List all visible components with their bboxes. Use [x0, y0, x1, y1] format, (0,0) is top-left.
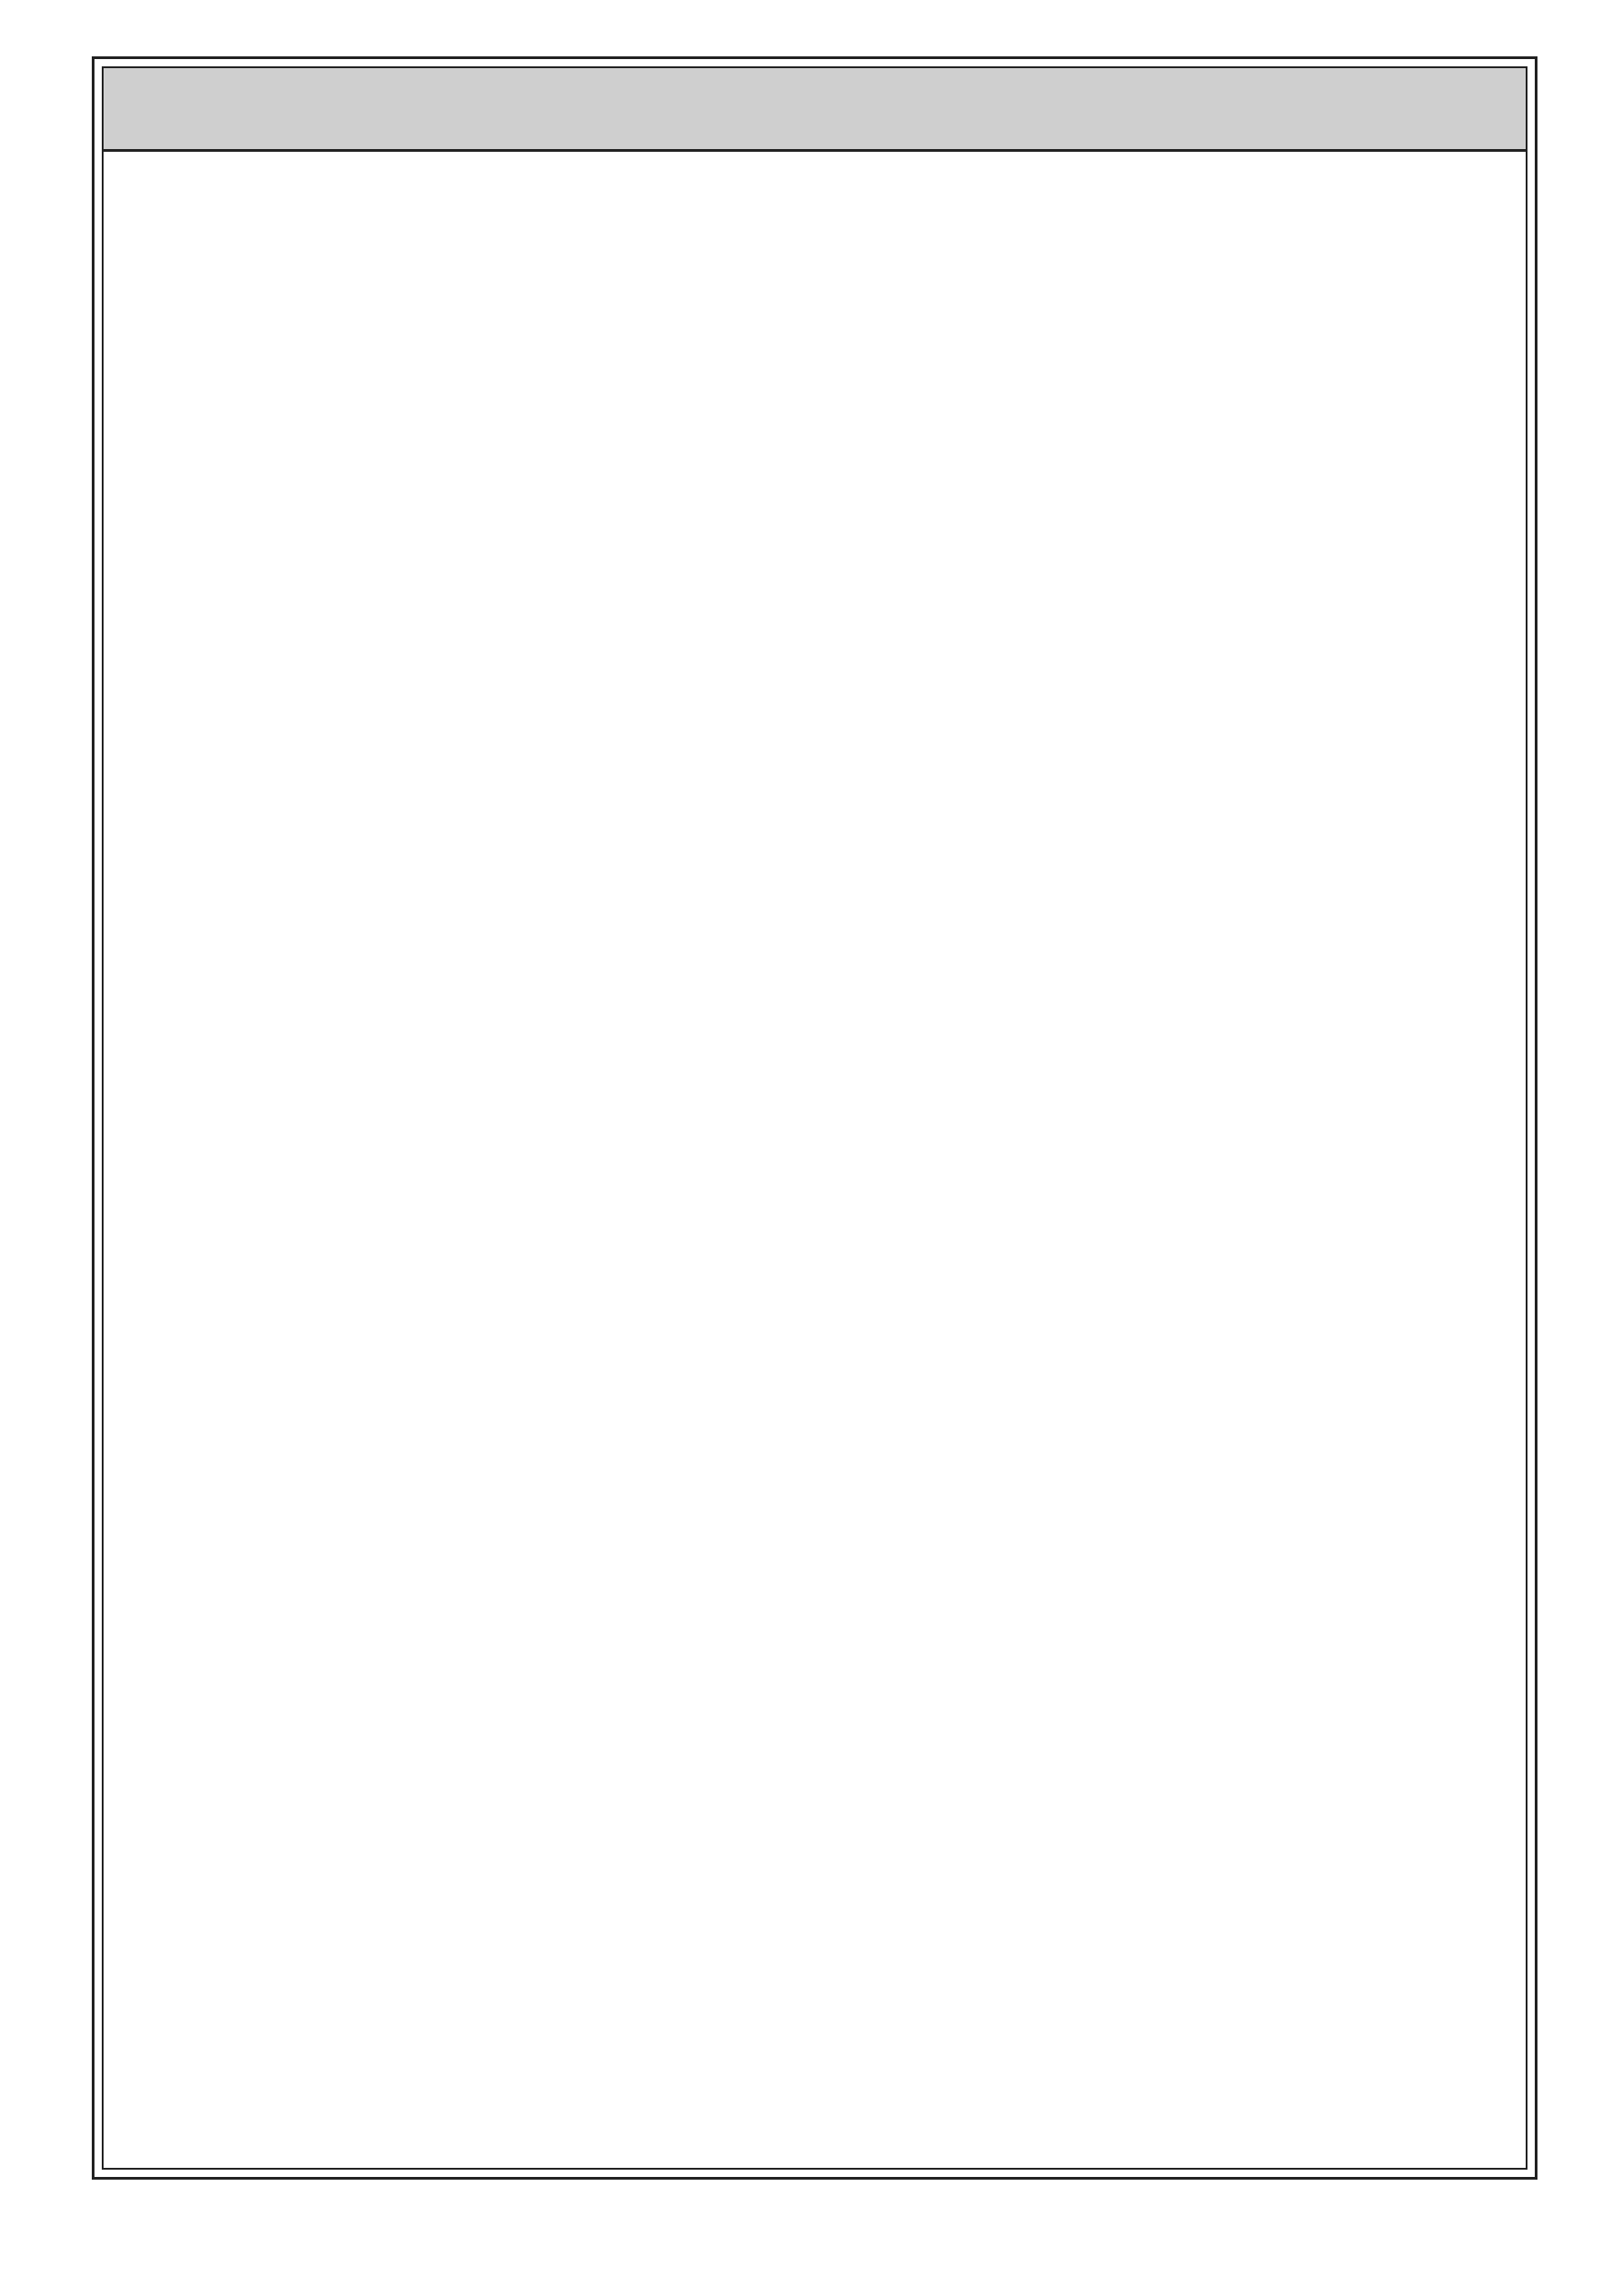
annex-title	[127, 1086, 227, 1323]
gazette-header	[104, 68, 1526, 152]
staffing-table	[256, 215, 1479, 2133]
